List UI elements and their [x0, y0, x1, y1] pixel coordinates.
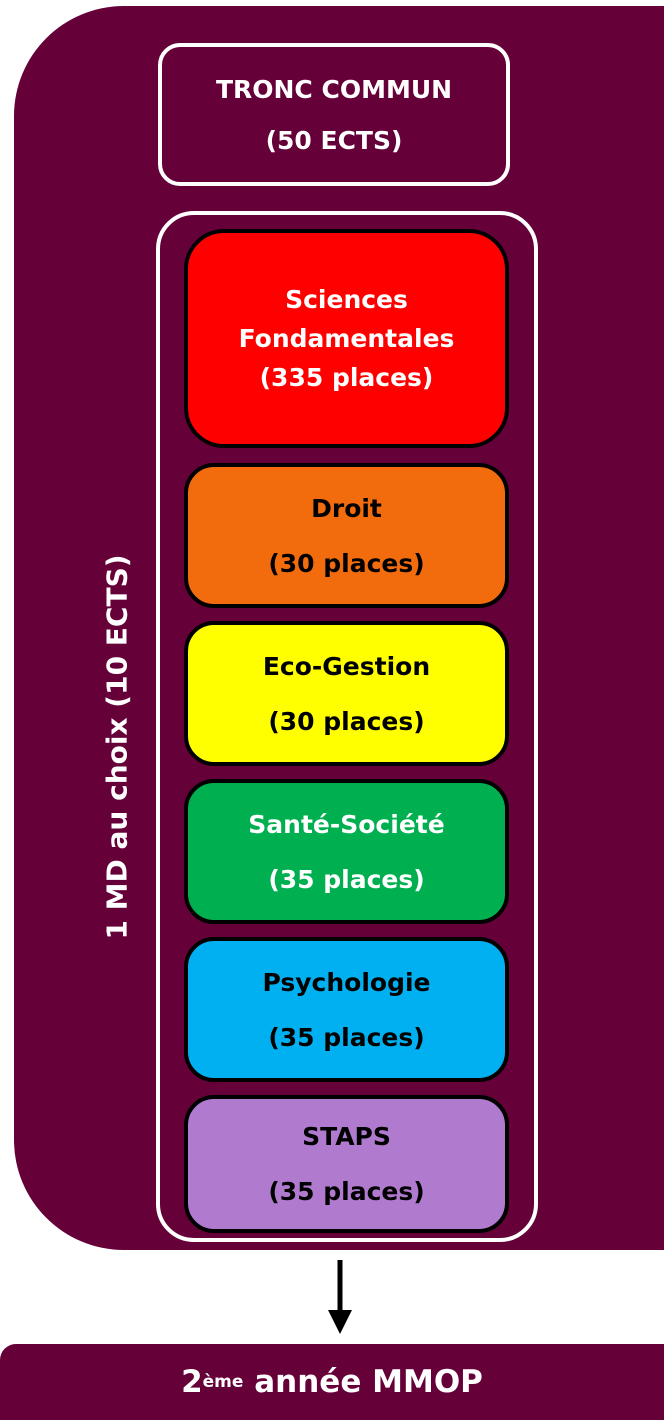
md-name: Santé-Société — [248, 809, 445, 839]
next-year-banner — [0, 1344, 664, 1420]
md-places: (335 places) — [259, 363, 434, 392]
md-places: (35 places) — [268, 864, 425, 894]
md-choice-label: 1 MD au choix (10 ECTS) — [100, 554, 134, 940]
next-year-superscript: ème — [202, 1372, 244, 1392]
md-name: STAPS — [302, 1122, 391, 1151]
md-places: (35 places) — [268, 1022, 425, 1052]
next-year-text: année MMOP — [254, 1364, 483, 1400]
tronc-commun-title: TRONC COMMUN — [215, 74, 453, 104]
md-name-line1: Sciences — [285, 285, 408, 314]
md-name: Eco-Gestion — [262, 651, 431, 681]
md-name-line2: Fondamentales — [238, 324, 455, 353]
md-places: (30 places) — [268, 548, 425, 578]
md-name: Psychologie — [262, 967, 431, 997]
md-name: Droit — [311, 493, 382, 523]
next-year-number: 2 — [181, 1364, 203, 1400]
tronc-commun-credits: (50 ECTS) — [265, 125, 403, 155]
md-places: (35 places) — [268, 1177, 425, 1206]
md-places: (30 places) — [268, 706, 425, 736]
